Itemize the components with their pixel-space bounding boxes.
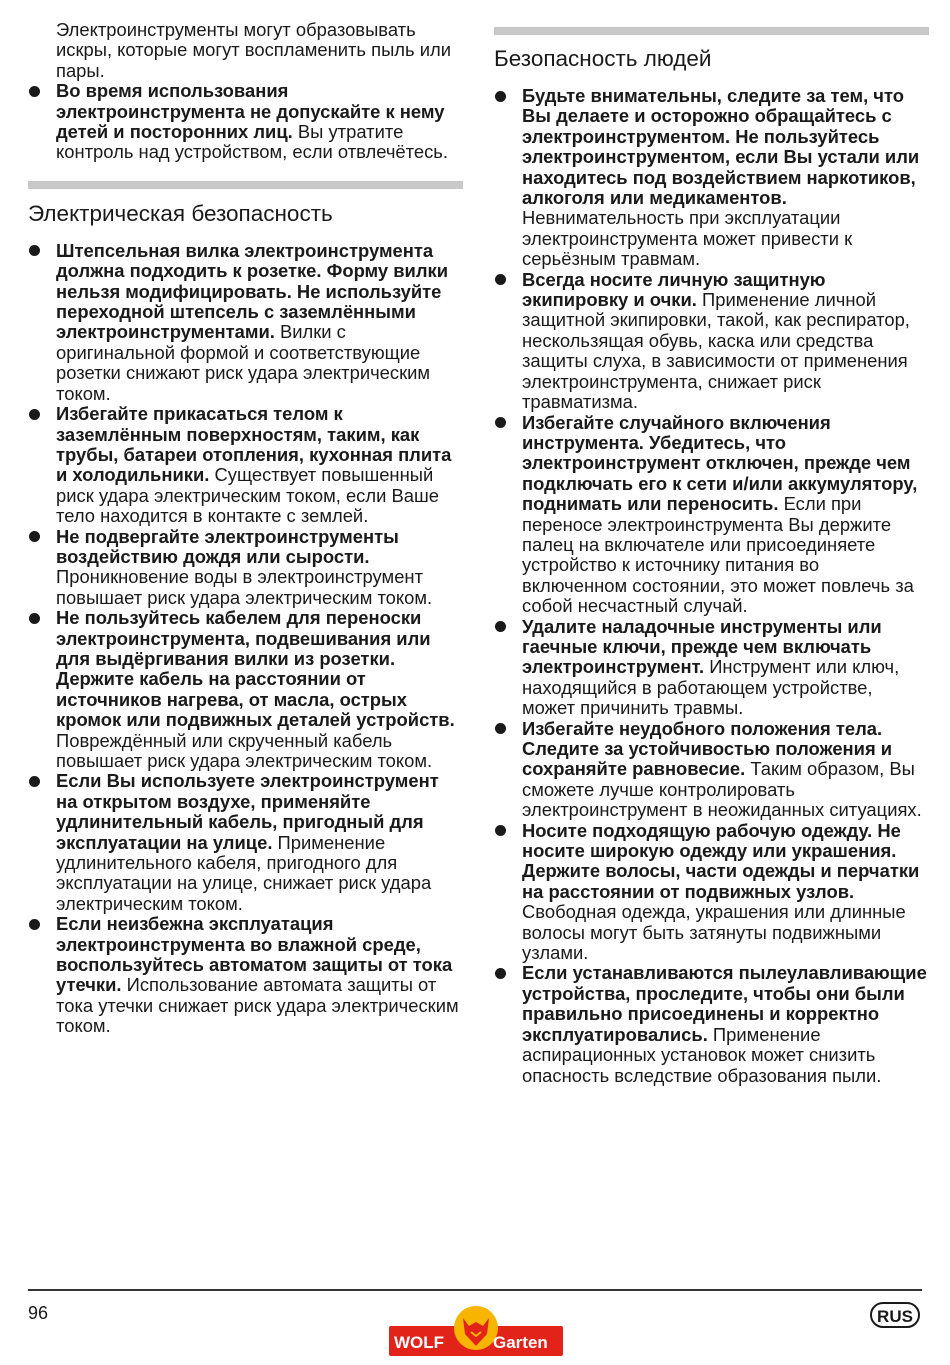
list-item	[494, 719, 929, 821]
bullet-bold-text: Если неизбежна эксплуатация электроинструмента во влажной среде, воспользуйтесь автоматом защиты от тока утечки.	[56, 913, 453, 996]
bullet-bold-text: Не пользуйтесь кабелем для переноски электроинструмента, подвешивания или для выдёргивания вилки из розетки. Держите кабель на расстоянии от источников нагрева, от масла, острых кромок или подвижных деталей устройств.	[56, 607, 455, 731]
bullet-text: Таким образом, Вы сможете лучше контролировать электроинструмент в неожиданных ситуациях.	[522, 758, 922, 821]
bullet-bold-text: Если устанавливаются пылеулавливающие устройства, проследите, чтобы они были правильно присоединены и корректно эксплуатировались.	[522, 962, 927, 1045]
section-title-personal-safety: Безопасность людей	[494, 46, 712, 71]
list-item	[494, 821, 929, 964]
bullet-text: Свободная одежда, украшения или длинные волосы могут быть затянуты подвижными узлами.	[522, 901, 906, 964]
logo-text-left: WOLF	[394, 1333, 445, 1352]
left-column	[28, 20, 463, 1037]
bullet-text: Использование автомата защиты от тока утечки снижает риск удара электрическим током.	[56, 974, 459, 1037]
personal-safety-list	[494, 86, 929, 1086]
bullet-icon	[495, 417, 506, 428]
logo-text-right: Garten	[493, 1333, 548, 1352]
wolf-garten-logo	[389, 1306, 563, 1360]
language-badge: RUS	[870, 1302, 920, 1328]
bullet-icon	[495, 968, 506, 979]
bullet-text: Повреждённый или скрученный кабель повышает риск удара электрическим током.	[56, 729, 433, 771]
right-column	[494, 20, 929, 1086]
list-item	[494, 270, 929, 413]
list-item	[28, 81, 463, 163]
bullet-bold-text: Избегайте случайного включения инструмента. Убедитесь, что электроинструмент отключен, прежде чем подключать его к сети и/или аккумулятору, поднимать или переносить.	[522, 411, 918, 515]
bullet-bold-text: Избегайте неудобного положения тела. Следите за устойчивостью положения и сохраняйте равновесие.	[522, 717, 893, 780]
bullet-icon	[29, 245, 40, 256]
list-item	[494, 617, 929, 719]
bullet-bold-text: Будьте внимательны, следите за тем, что Вы делаете и осторожно обращайтесь с электроинструментом. Не пользуйтесь электроинструментом, если Вы устали или находитесь под воздействием наркотиков, алкоголя или медикаментов.	[522, 85, 920, 209]
bullet-bold-text: Не подвергайте электроинструменты воздействию дождя или сырости.	[56, 525, 399, 567]
list-item	[494, 963, 929, 1085]
footer-divider	[28, 1289, 922, 1291]
bullet-bold-text: Если Вы используете электроинструмент на открытом воздухе, применяйте удлинительный кабель, пригодный для эксплуатации на улице.	[56, 770, 439, 853]
bullet-bold-text: Во время использования электроинструмента не допускайте к нему детей и посторонних лиц.	[56, 80, 445, 143]
bullet-icon	[495, 723, 506, 734]
bullet-icon	[495, 621, 506, 632]
page-number: 96	[28, 1303, 49, 1323]
bullet-text: Применение личной защитной экипировки, такой, как респиратор, нескользящая обувь, каска или средства защиты слуха, в зависимости от применения электроинструмента, снижает риск травматизма.	[522, 289, 910, 413]
bullet-text: Невнимательность при эксплуатации электроинструмента может привести к серьёзным травмам.	[522, 207, 853, 270]
bullet-bold-text: Избегайте прикасаться телом к заземлённым поверхностям, таким, как трубы, батареи отопления, кухонная плита и холодильники.	[56, 403, 452, 486]
list-item	[28, 771, 463, 914]
bullet-bold-text: Носите подходящую рабочую одежду. Не носите широкую одежду или украшения. Держите волосы, части одежды и перчатки на расстоянии от подвижных узлов.	[522, 819, 920, 902]
list-item	[28, 608, 463, 771]
section-title-electrical-safety: Электрическая безопасность	[28, 200, 333, 226]
section-divider	[28, 181, 463, 189]
list-item	[28, 404, 463, 526]
bullet-bold-text: Штепсельная вилка электроинструмента должна подходить к розетке. Форму вилки нельзя модифицировать. Не используйте переходной штепсель с заземлёнными электроинструментами.	[56, 239, 449, 343]
bullet-text: Инструмент или ключ, находящийся в работающем устройстве, может причинить травмы.	[522, 656, 900, 719]
list-item	[494, 86, 929, 270]
list-item	[494, 413, 929, 617]
bullet-text: Вилки с оригинальной формой и соответствующие розетки снижают риск удара электрическим током.	[56, 321, 431, 404]
bullet-text: Вы утратите контроль над устройством, если отвлечётесь.	[56, 121, 448, 163]
intro-text: Электроинструменты могут образовывать искры, которые могут воспламенить пыль или пары.	[56, 19, 451, 81]
bullet-bold-text: Удалите наладочные инструменты или гаечные ключи, прежде чем включать электроинструмент.	[522, 615, 882, 678]
electrical-safety-list	[28, 241, 463, 1037]
bullet-icon	[29, 776, 40, 787]
bullet-icon	[29, 919, 40, 930]
list-item	[28, 527, 463, 609]
bullet-icon	[29, 86, 40, 97]
bullet-text: Применение удлинительного кабеля, пригодного для эксплуатации на улице, снижает риск удара электрическим током.	[56, 831, 432, 914]
bullet-icon	[29, 613, 40, 624]
bullet-icon	[495, 274, 506, 285]
bullet-text: Если при переносе электроинструмента Вы держите палец на включателе или присоединяете устройство к источнику питания во включенном состоянии, это может повлечь за собой несчастный случай.	[522, 493, 914, 617]
list-item	[28, 914, 463, 1036]
bullet-text: Применение аспирационных установок может снизить опасность вследствие образования пыли.	[522, 1023, 882, 1086]
bullet-text: Существует повышенный риск удара электрическим током, если Ваше тело находится в контакте с землей.	[56, 464, 439, 527]
bullet-bold-text: Всегда носите личную защитную экипировку и очки.	[522, 268, 826, 311]
bullet-icon	[495, 825, 506, 836]
bullet-icon	[495, 91, 506, 102]
bullet-icon	[29, 409, 40, 420]
bullet-text: Проникновение воды в электроинструмент повышает риск удара электрическим током.	[56, 566, 433, 608]
bullet-icon	[29, 531, 40, 542]
list-item	[28, 241, 463, 404]
section-divider	[494, 27, 929, 35]
